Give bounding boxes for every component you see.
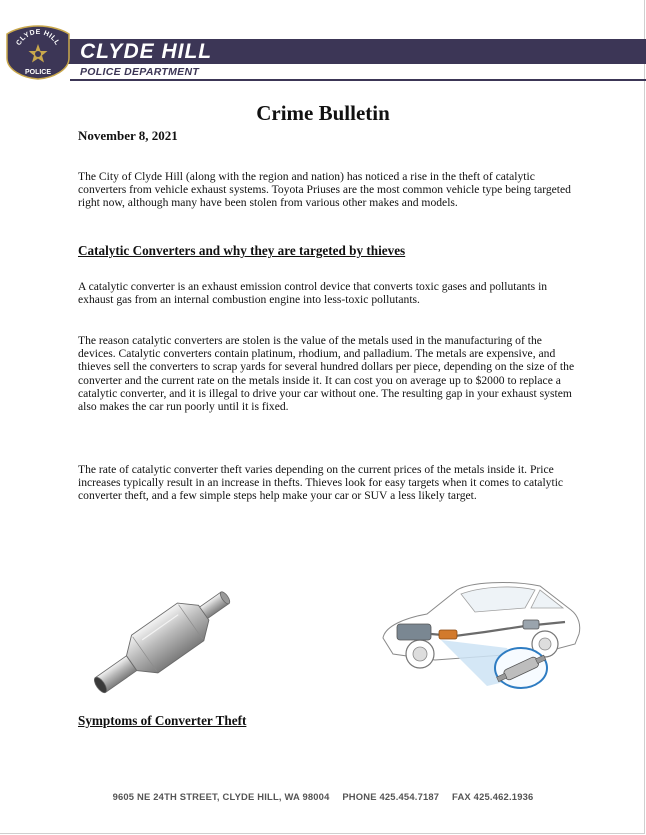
police-badge-logo xyxy=(3,24,73,80)
footer-contact xyxy=(0,791,646,802)
section-heading-catalytic-converters: Catalytic Converters and why they are targeted by thieves xyxy=(78,243,406,258)
badge-top-text: CLYDE HILL xyxy=(15,28,61,47)
theft-rate-paragraph: The rate of catalytic converter theft varies depending on the current prices of the metals inside it. Price increases typically result in an increase in thefts. Thieves look for easy targets when it comes to catalytic converter theft, and a few simple steps help make your car or SUV a less likely target. xyxy=(78,463,564,503)
footer-address: 9605 NE 24TH STREET, CLYDE HILL, WA 98004 xyxy=(112,791,330,802)
bulletin-title: Crime Bulletin xyxy=(256,101,390,125)
section-heading-symptoms: Symptoms of Converter Theft xyxy=(78,713,247,728)
footer-phone: PHONE 425.454.7187 xyxy=(342,791,440,802)
catalytic-converter-image xyxy=(78,580,248,700)
department-name: CLYDE HILL xyxy=(80,40,213,63)
metals-paragraph: The reason catalytic converters are stolen is the value of the metals used in the manufacturing of the devices. Catalytic converters contain platinum, rhodium, and palladium. The metals are expensive, and thieves sell the converters to scrap yards for several hundred dollars per piece, depending on the size of the converter and the current rate on the metals inside it. It can cost you on average up to $2000 to replace a catalytic converter, and it is illegal to drive your car without one. The resulting gap in your exhaust system also makes the car run poorly until it is fixed. xyxy=(78,334,575,414)
footer-fax: FAX 425.462.1936 xyxy=(452,791,534,802)
department-subtitle: POLICE DEPARTMENT xyxy=(80,66,200,78)
intro-paragraph: The City of Clyde Hill (along with the region and nation) has noticed a rise in the theft of catalytic converters from vehicle exhaust systems. Toyota Priuses are the most common vehicle type being targeted right now, although many have been stolen from various other makes and models. xyxy=(78,170,571,210)
bulletin-date: November 8, 2021 xyxy=(78,128,178,143)
badge-bottom-text: POLICE xyxy=(24,69,52,76)
header-rule xyxy=(70,79,646,81)
car-exhaust-diagram-image xyxy=(375,568,585,693)
definition-paragraph: A catalytic converter is an exhaust emission control device that converts toxic gases and pollutants in exhaust gas from an internal combustion engine into less-toxic pollutants. xyxy=(78,280,548,307)
